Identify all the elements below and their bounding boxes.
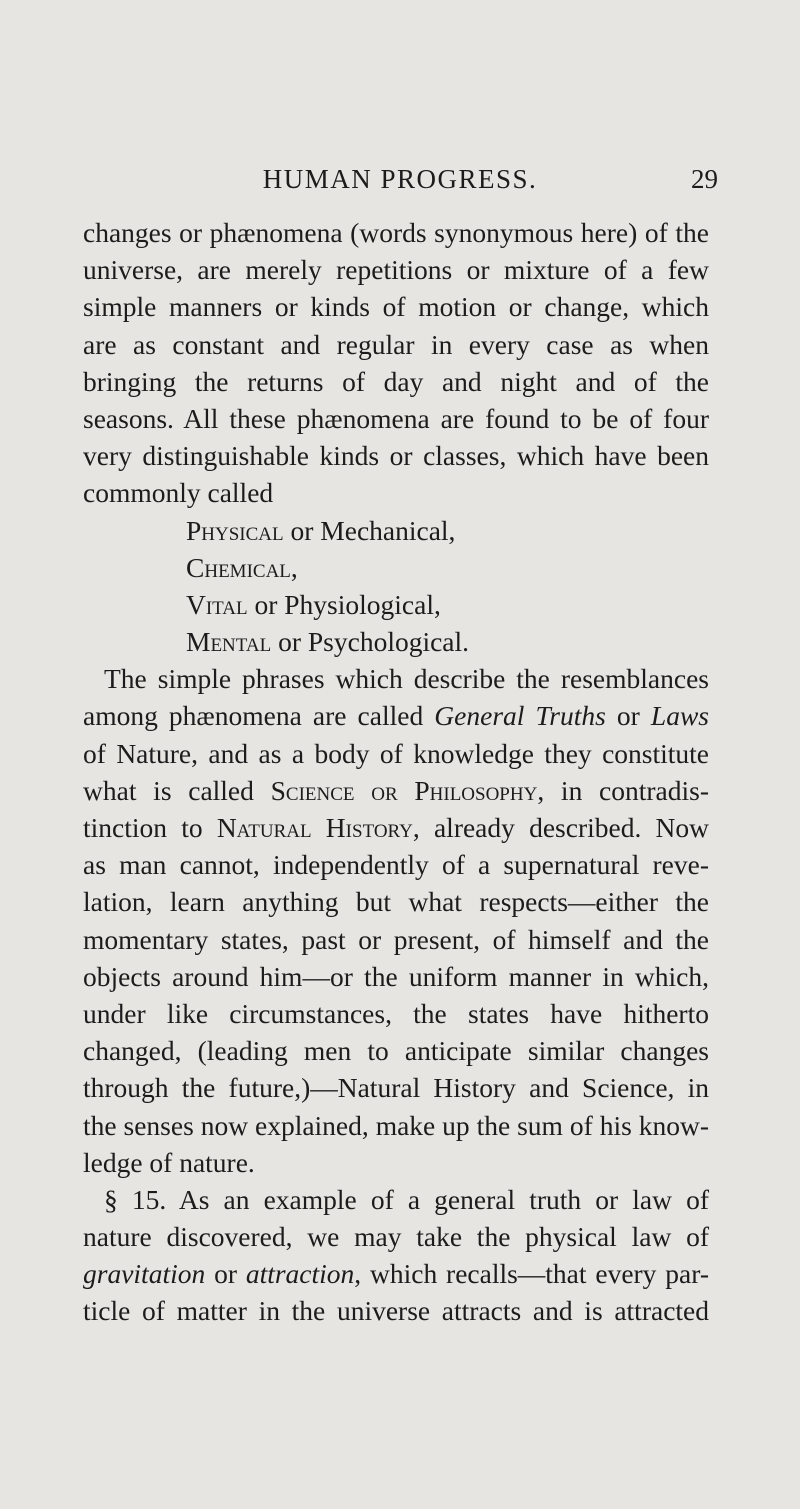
text-line: of Nature, and as a body of knowledge they constitute bbox=[83, 737, 709, 769]
text-line: very distinguishable kinds or classes, which have been bbox=[83, 440, 709, 472]
emphasis: attraction bbox=[245, 1258, 355, 1290]
text-line: ledge of nature. bbox=[83, 1146, 255, 1178]
class-name: Mental bbox=[186, 626, 272, 658]
text-line: objects around him—or the uniform manner in which, bbox=[83, 960, 709, 992]
class-name: Chemical bbox=[186, 551, 291, 583]
page-number: 29 bbox=[691, 164, 718, 194]
paragraph-3 bbox=[83, 1181, 709, 1330]
text-line: bringing the returns of day and night and of the bbox=[83, 365, 709, 397]
paragraph-2 bbox=[83, 660, 709, 1181]
phenomena-classes-list bbox=[83, 512, 709, 661]
small-caps-term: Natural History bbox=[216, 812, 413, 843]
emphasis: General Truths bbox=[434, 700, 606, 732]
emphasis: gravitation bbox=[83, 1258, 206, 1290]
text-line: among phænomena are called General Truths or Laws bbox=[83, 700, 709, 732]
list-item bbox=[186, 586, 709, 623]
text-line: The simple phrases which describe the resemblances bbox=[104, 663, 709, 695]
class-description: or Mechanical, bbox=[283, 514, 456, 546]
class-description: or Psychological. bbox=[271, 626, 470, 658]
class-description: , bbox=[290, 551, 298, 583]
running-title: HUMAN PROGRESS. bbox=[262, 164, 538, 194]
class-description: or Physiological, bbox=[247, 588, 441, 620]
text-line: as man cannot, independently of a supernatural reve- bbox=[83, 849, 709, 881]
emphasis: Laws bbox=[650, 700, 709, 732]
text-line: universe, are merely repetitions or mixture of a few bbox=[83, 254, 709, 286]
text-line: § 15. As an example of a general truth or law of bbox=[104, 1183, 709, 1215]
text-line: the senses now explained, make up the sum of his know- bbox=[83, 1109, 709, 1141]
text-line: gravitation or attraction, which recalls—that every par- bbox=[83, 1258, 709, 1290]
paragraph-1 bbox=[83, 214, 709, 512]
body-text bbox=[83, 214, 709, 1330]
list-item bbox=[186, 512, 709, 549]
text-line: simple manners or kinds of motion or change, which bbox=[83, 291, 709, 323]
text-line: lation, learn anything but what respects—either the bbox=[83, 886, 709, 918]
text-line: ticle of matter in the universe attracts and is attracted bbox=[83, 1295, 709, 1327]
text-line: changes or phænomena (words synonymous here) of the bbox=[83, 217, 709, 248]
text-line: momentary states, past or present, of himself and the bbox=[83, 923, 709, 955]
list-item bbox=[186, 623, 709, 660]
text-line: seasons. All these phænomena are found to be of four bbox=[83, 402, 709, 434]
class-name: Vital bbox=[186, 588, 248, 620]
text-line: through the future,)—Natural History and Science, in bbox=[83, 1072, 709, 1104]
text-line: under like circumstances, the states have hitherto bbox=[83, 997, 709, 1029]
page-header bbox=[0, 164, 800, 204]
text-line: what is called Science or Philosophy, in contradis- bbox=[83, 774, 709, 806]
list-item bbox=[186, 549, 709, 586]
text-line: nature discovered, we may take the physical law of bbox=[83, 1221, 709, 1253]
small-caps-term: Science or Philosophy bbox=[270, 774, 538, 806]
text-line: changed, (leading men to anticipate similar changes bbox=[83, 1035, 709, 1067]
class-name: Physical bbox=[186, 514, 284, 546]
text-line: are as constant and regular in every case as when bbox=[83, 328, 709, 360]
text-line: tinction to Natural History, already described. Now bbox=[83, 812, 709, 843]
text-line: commonly called bbox=[83, 477, 274, 509]
